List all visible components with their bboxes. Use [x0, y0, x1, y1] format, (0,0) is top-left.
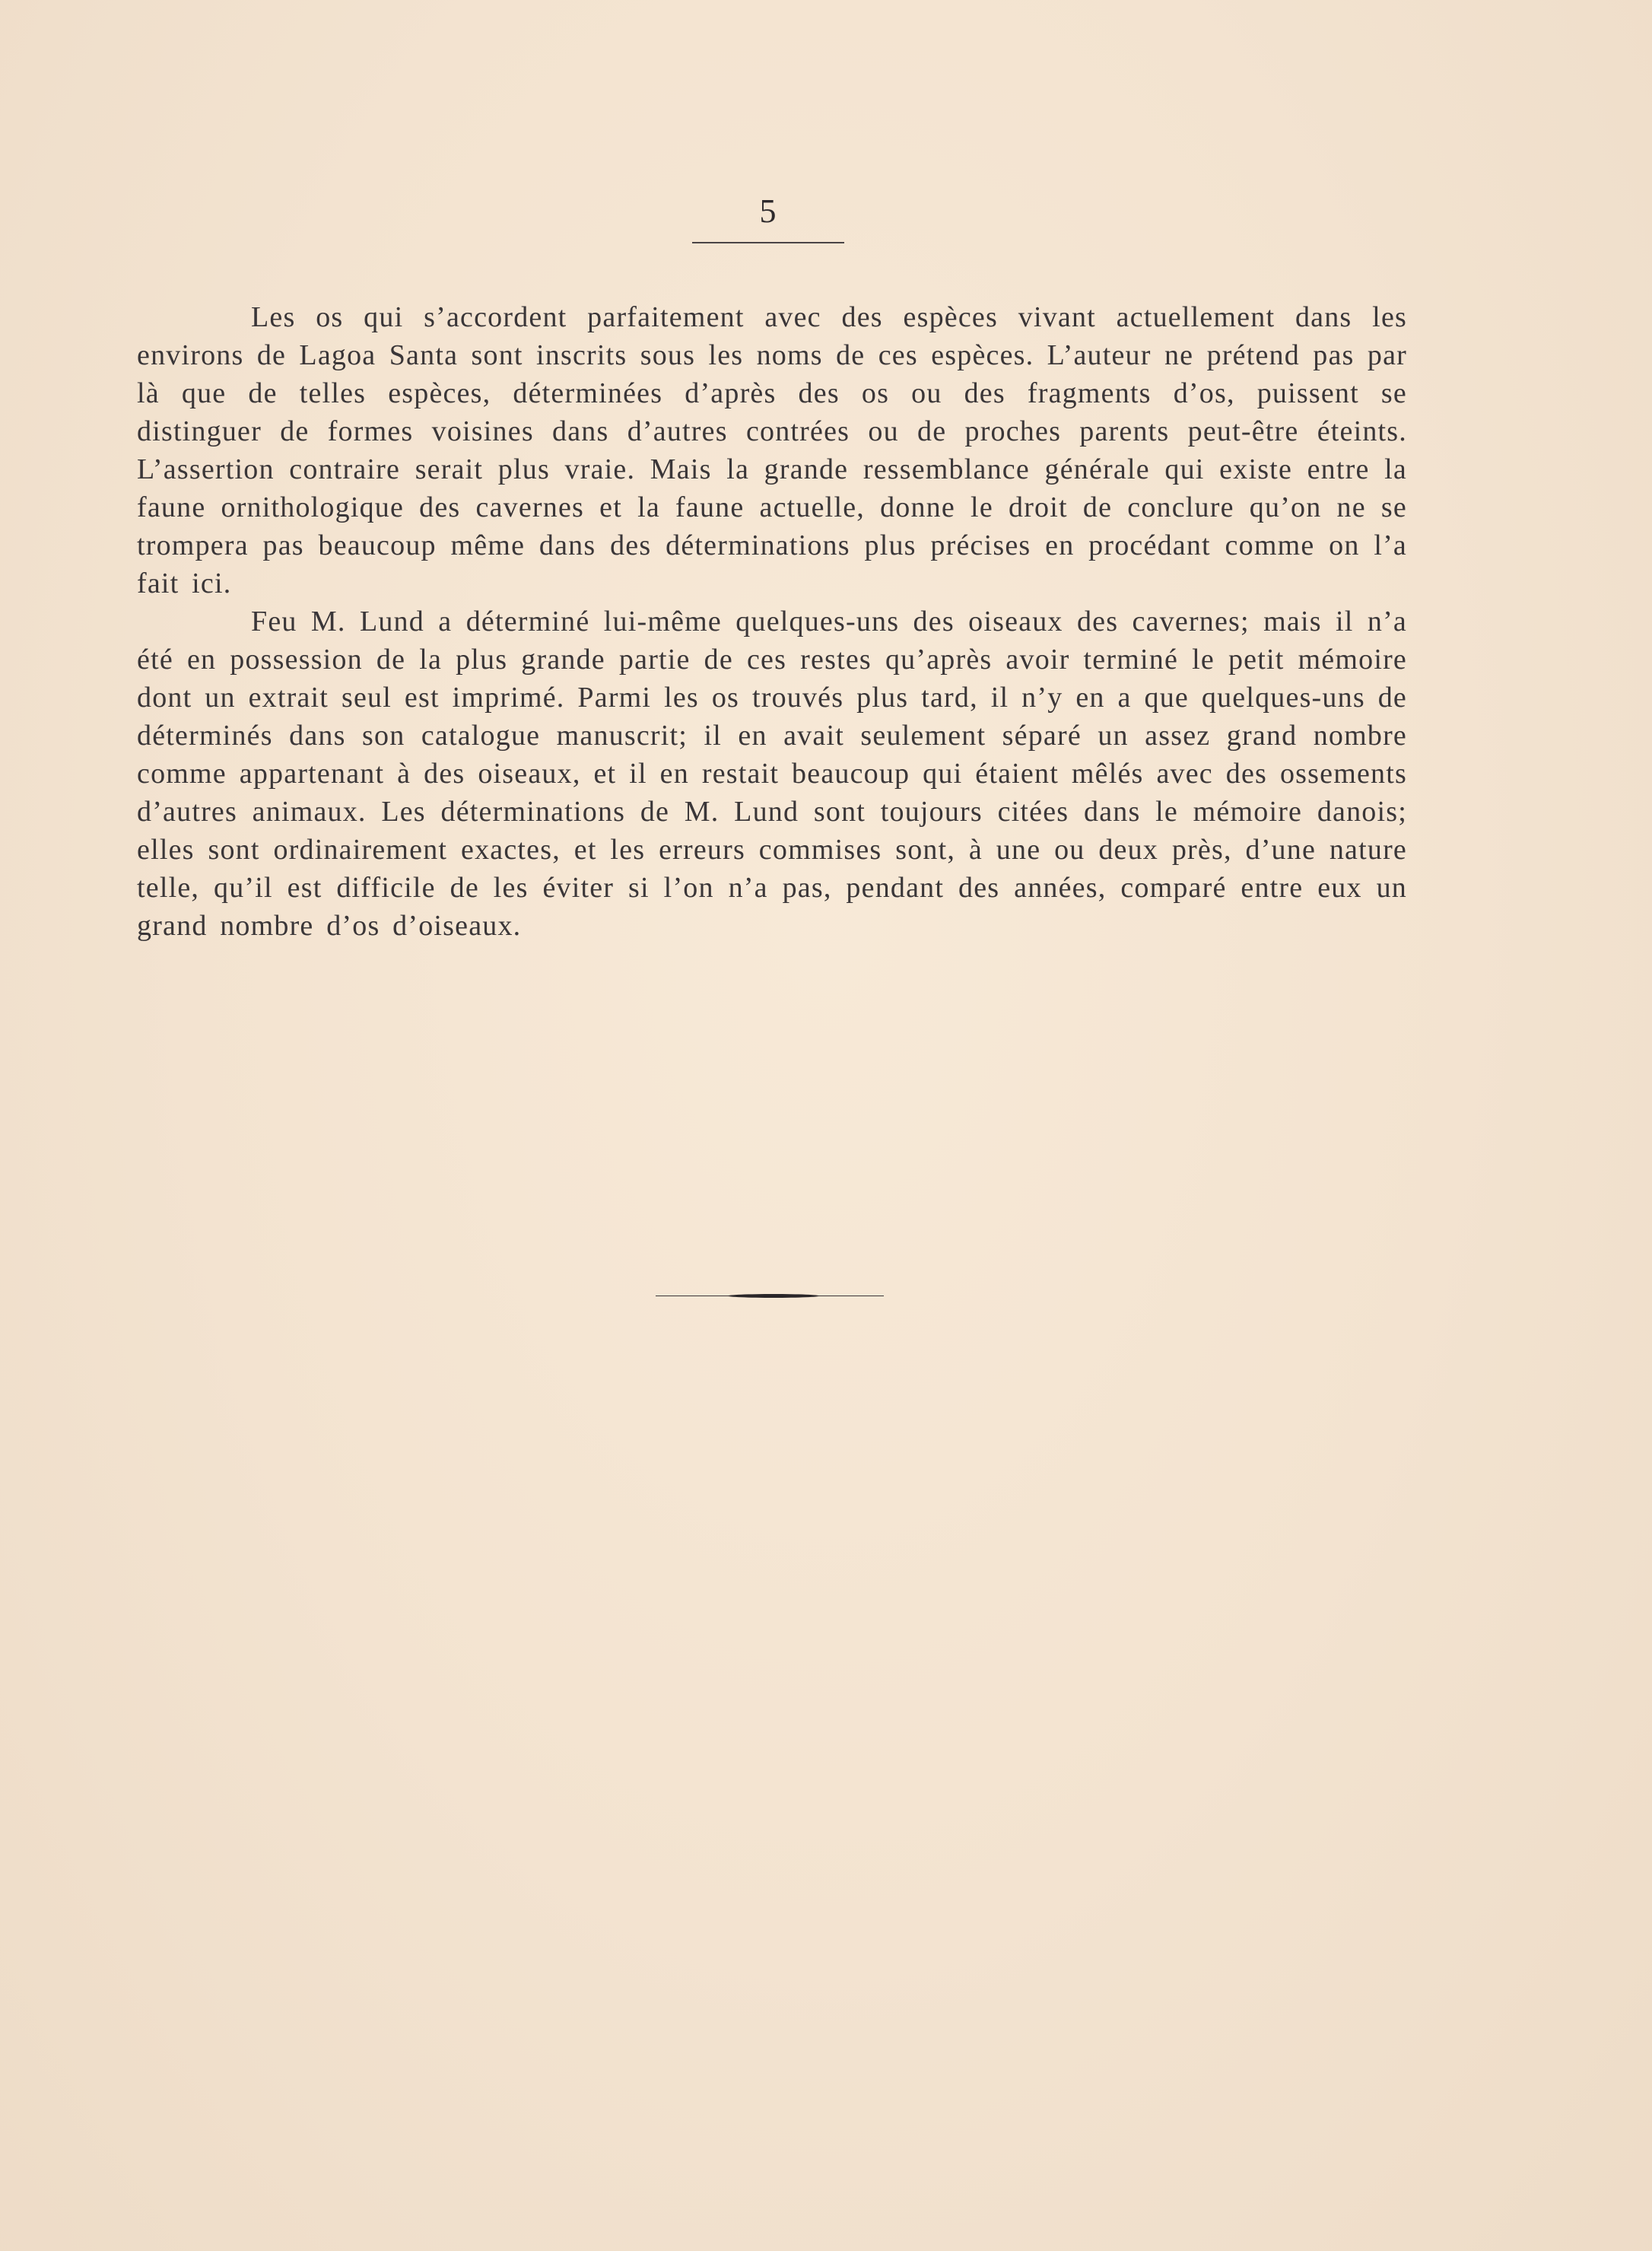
end-ornament-rule	[656, 1293, 884, 1299]
ornament-swell	[728, 1294, 819, 1298]
body-text	[137, 298, 1407, 945]
paragraph-2: Feu M. Lund a déterminé lui-même quelques-uns des oiseaux des cavernes; mais il n’a été en possession de la plus grande partie de ces restes qu’après avoir terminé le petit mémoire dont un extrait seul est imprimé. Parmi les os trouvés plus tard, il n’y en a que quelques-uns de déterminés dans son catalogue manuscrit; il en avait seulement séparé un assez grand nombre comme appartenant à des oiseaux, et il en restait beaucoup qui étaient mêlés avec des ossements d’autres animaux. Les déterminations de M. Lund sont toujours citées dans le mémoire danois; elles sont ordinairement exactes, et les erreurs commises sont, à une ou deux près, d’une nature telle, qu’il est difficile de les éviter si l’on n’a pas, pendant des années, comparé entre eux un grand nombre d’os d’oiseaux.	[137, 606, 1407, 942]
page-number-rule	[692, 242, 844, 243]
page-number: 5	[759, 192, 777, 230]
paragraph-1: Les os qui s’accordent parfaitement avec des espèces vivant actuellement dans les environs de Lagoa Santa sont inscrits sous les noms de ces espèces. L’auteur ne prétend pas par là que de telles espèces, déterminées d’après des os ou des fragments d’os, puissent se distinguer de formes voisines dans d’autres contrées ou de proches parents peut-être éteints. L’assertion contraire serait plus vraie. Mais la grande ressemblance générale qui existe entre la faune ornithologique des cavernes et la faune actuelle, donne le droit de conclure qu’on ne se trompera pas beaucoup même dans des déterminations plus précises en procédant comme on l’a fait ici.	[137, 301, 1407, 599]
